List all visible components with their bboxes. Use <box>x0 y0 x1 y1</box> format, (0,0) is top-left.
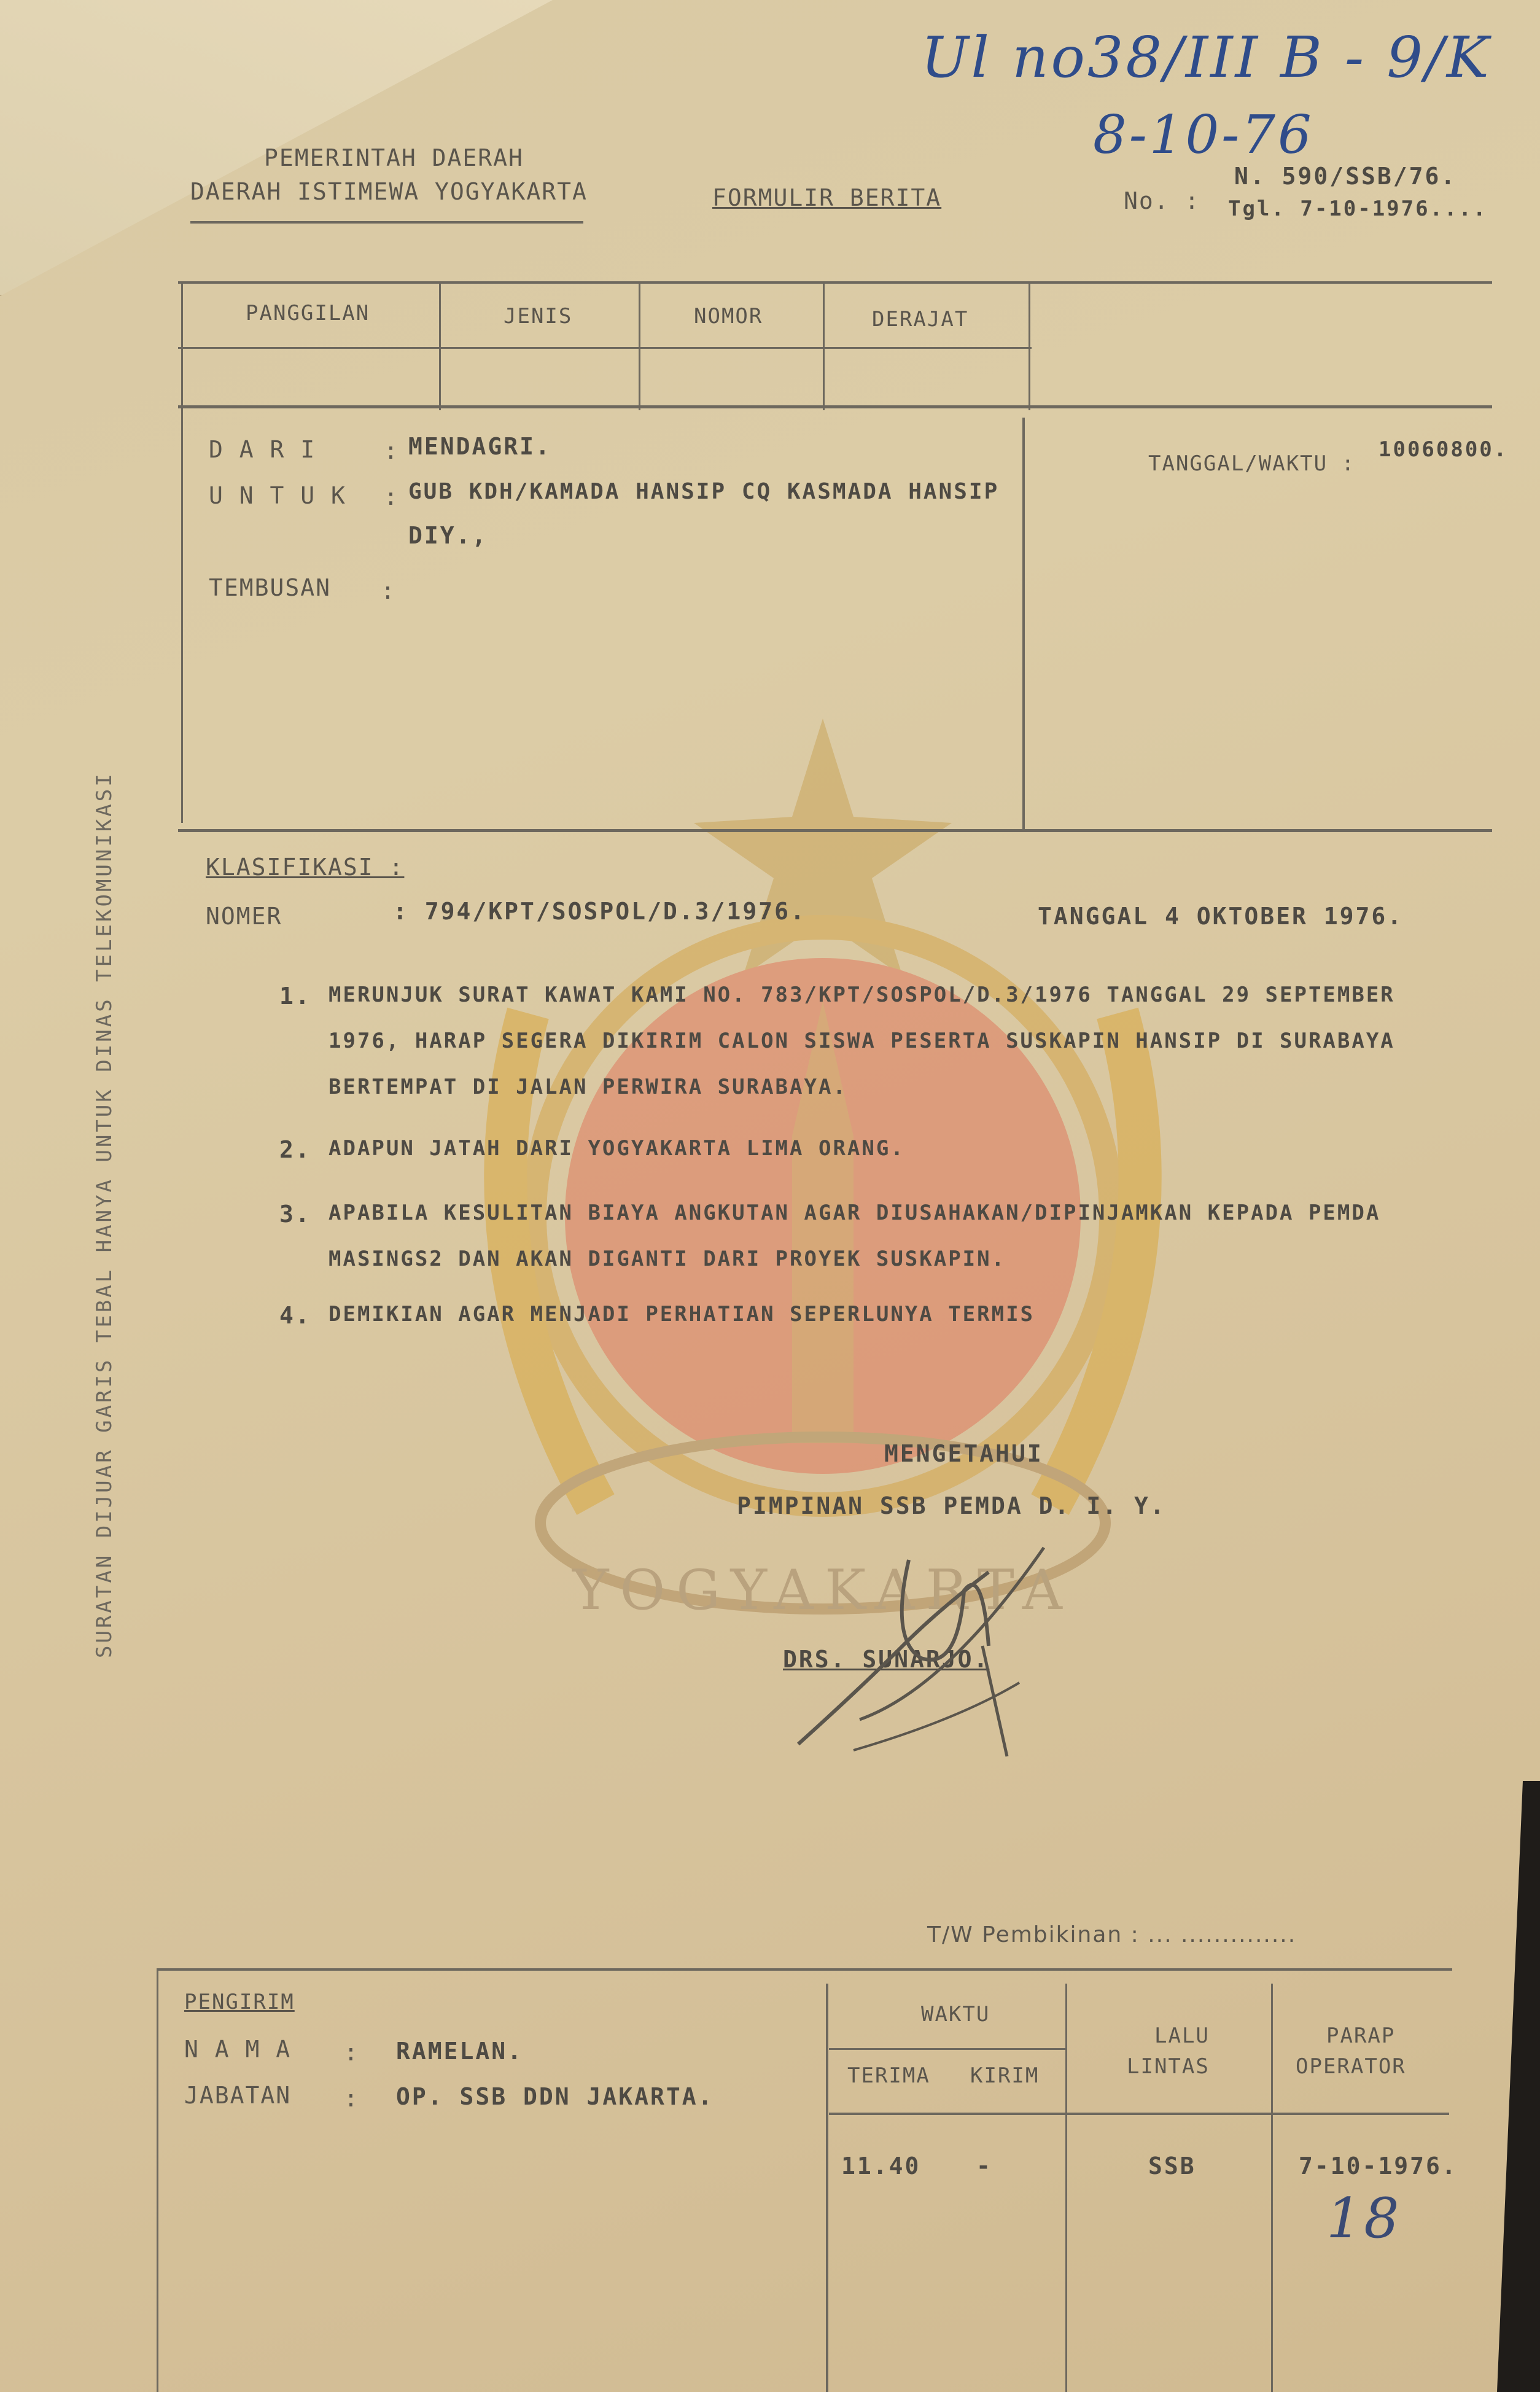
form-title: FORMULIR BERITA <box>712 184 942 211</box>
nomer-value: : 794/KPT/SOSPOL/D.3/1976. <box>393 898 806 925</box>
document-scan: YOGYAKARTA Ul no38/III B - 9/K 8-10-76 PEMERINTAH DAERAH DAERAH ISTIMEWA YOGYAKARTA FORMULIR BERITA No. : N. 590/SSB/76. Tgl. 7-10-1976.... PANGGILAN JENIS NOMOR DERAJAT D A R I : MENDAGRI. U N T U K : GUB KDH/KAMADA HANSIP CQ KASMADA HANSIP DIY., TEMBUSAN : TANGGAL/WAKTU : 10060800. KLASIFIKASI : NOMER : 794/KPT/SOSPOL/D.3/1976. TANGGAL 4 OKTOBER 1976. 1. MERUNJUK SURAT KAWAT KAMI NO. 783/KPT/SOSPOL/D.3/1976 TANGGAL 29 SEPTEMBER 1976, HARAP SEGERA DIKIRIM CALON SISWA PESERTA SUSKAPIN HANSIP DI SURABAYA BERTEMPAT DI JALAN PERWIRA SURABAYA. 2. ADAPUN JATAH DARI YOGYAKARTA LIMA ORANG. 3. APABILA KESULITAN BIAYA ANGKUTAN AGAR DIUSAHAKAN/DIPINJAMKAN KEPADA PEMDA MASINGS2 DAN AKAN DIGANTI DARI PROYEK SUSKAPIN. 4. DEMIKIAN AGAR MENJADI PERHATIAN SEPERLUNYA TERMIS MENGETAHUI PIMPINAN SSB PEMDA D. I. Y. DRS. SUNARJO. SURATAN DIJUAR GARIS TEBAL HANYA UNTUK DINAS TELEKOMUNIKASI T/W Pembikinan : ... .............. PENGIRIM N A M A : RAMELAN. JABATAN : OP. SSB DDN JAKARTA. WAKTU TERIMA KIRIM LALU LINTAS PARAP OPERATOR 11.40 - SSB 7-10-1976. 18 <box>0 0 1540 2392</box>
waktu-header: WAKTU <box>921 2002 990 2027</box>
handwritten-date: 8-10-76 <box>1093 104 1314 166</box>
handwritten-initial: 18 <box>1326 2186 1402 2251</box>
kirim-header: KIRIM <box>970 2063 1040 2088</box>
nomer-date: TANGGAL 4 OKTOBER 1976. <box>1038 903 1404 930</box>
terima-value: 11.40 <box>841 2152 921 2180</box>
nama-value: RAMELAN. <box>396 2038 524 2065</box>
tw-pembikinan: T/W Pembikinan : ... .............. <box>927 1922 1297 1947</box>
org-line-2: DAERAH ISTIMEWA YOGYAKARTA <box>190 178 588 205</box>
lintas-header: LINTAS <box>1127 2054 1210 2079</box>
lalu-lintas-value: SSB <box>1148 2152 1196 2180</box>
dari-value: MENDAGRI. <box>408 433 551 460</box>
operator-header: OPERATOR <box>1296 2054 1406 2079</box>
jabatan-label: JABATAN <box>184 2082 292 2109</box>
signatory-name: DRS. SUNARJO. <box>783 1646 990 1673</box>
item-2-line-1: ADAPUN JATAH DARI YOGYAKARTA LIMA ORANG. <box>329 1136 905 1161</box>
pengirim-label: PENGIRIM <box>184 1990 295 2014</box>
col-panggilan: PANGGILAN <box>246 301 370 325</box>
col-nomor: NOMOR <box>694 304 763 329</box>
item-3-line-1: APABILA KESULITAN BIAYA ANGKUTAN AGAR DIUSAHAKAN/DIPINJAMKAN KEPADA PEMDA <box>329 1201 1381 1225</box>
jabatan-value: OP. SSB DDN JAKARTA. <box>396 2083 714 2110</box>
col-jenis: JENIS <box>504 304 573 329</box>
sign-line-2: PIMPINAN SSB PEMDA D. I. Y. <box>737 1492 1166 1519</box>
handwritten-reference: Ul no38/III B - 9/K <box>921 25 1491 90</box>
untuk-label: U N T U K <box>209 482 346 509</box>
number-date: Tgl. 7-10-1976.... <box>1228 197 1488 221</box>
tanggal-waktu-value: 10060800. <box>1379 437 1509 462</box>
tanggal-waktu-label: TANGGAL/WAKTU : <box>1148 451 1356 476</box>
klasifikasi-label: KLASIFIKASI : <box>206 854 405 881</box>
tembusan-label: TEMBUSAN <box>209 574 332 601</box>
lalu-header: LALU <box>1154 2024 1210 2048</box>
item-1-line-3: BERTEMPAT DI JALAN PERWIRA SURABAYA. <box>329 1075 847 1099</box>
terima-header: TERIMA <box>847 2063 930 2088</box>
org-line-1: PEMERINTAH DAERAH <box>264 144 524 171</box>
side-margin-note: SURATAN DIJUAR GARIS TEBAL HANYA UNTUK DINAS TELEKOMUNIKASI <box>92 771 117 1658</box>
signature <box>700 1486 1130 1793</box>
untuk-value-1: GUB KDH/KAMADA HANSIP CQ KASMADA HANSIP <box>408 479 1000 504</box>
item-4-line-1: DEMIKIAN AGAR MENJADI PERHATIAN SEPERLUNYA TERMIS <box>329 1302 1035 1327</box>
item-1-line-2: 1976, HARAP SEGERA DIKIRIM CALON SISWA PESERTA SUSKAPIN HANSIP DI SURABAYA <box>329 1029 1395 1053</box>
parap-value: 7-10-1976. <box>1299 2152 1458 2180</box>
seal-text: YOGYAKARTA <box>572 1558 1073 1623</box>
item-1-line-1: MERUNJUK SURAT KAWAT KAMI NO. 783/KPT/SOSPOL/D.3/1976 TANGGAL 29 SEPTEMBER <box>329 983 1395 1007</box>
header-underline <box>190 221 583 224</box>
col-derajat: DERAJAT <box>872 307 969 332</box>
scan-edge <box>1497 1781 1540 2392</box>
number-value: N. 590/SSB/76. <box>1234 163 1457 190</box>
item-3-line-2: MASINGS2 DAN AKAN DIGANTI DARI PROYEK SUSKAPIN. <box>329 1247 1006 1271</box>
nama-label: N A M A <box>184 2036 292 2063</box>
number-label: No. : <box>1124 187 1200 214</box>
dari-label: D A R I <box>209 436 316 463</box>
nomer-label: NOMER <box>206 903 282 930</box>
parap-header: PARAP <box>1326 2024 1396 2048</box>
kirim-value: - <box>976 2152 992 2180</box>
untuk-value-2: DIY., <box>408 522 488 549</box>
sign-line-1: MENGETAHUI <box>884 1440 1043 1467</box>
